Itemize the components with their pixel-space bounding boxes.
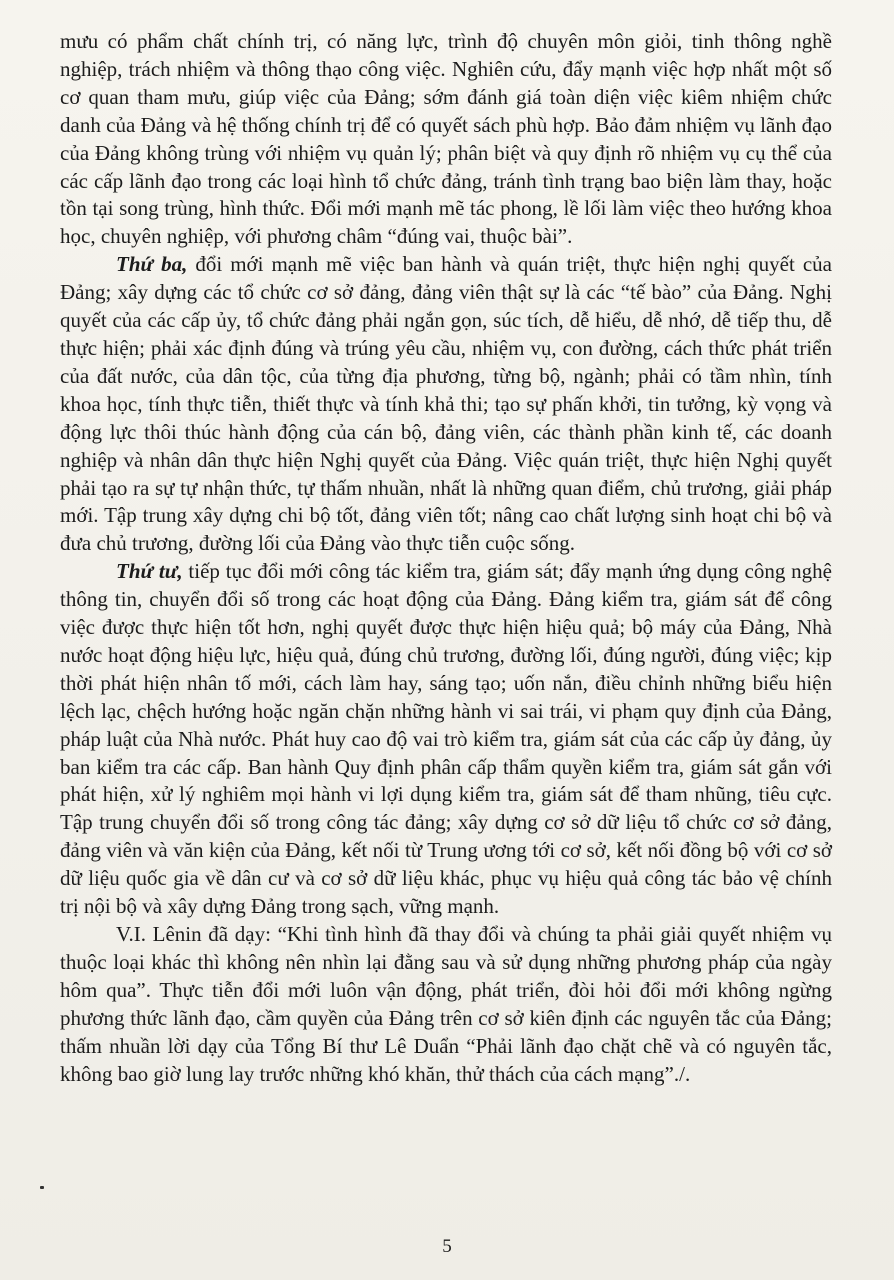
page-number: 5 (442, 1236, 452, 1257)
paragraph-text: V.I. Lênin đã dạy: “Khi tình hình đã thay đổi và chúng ta phải giải quyết nhiệm vụ thuộc loại khác thì không nên nhìn lại đằng sau và sử dụng những phương pháp của ngày hôm qua”. Thực tiễn đổi mới luôn vận động, phát triển, đòi hỏi đổi mới không ngừng phương thức lãnh đạo, cầm quyền của Đảng trên cơ sở kiên định các nguyên tắc của Đảng; thấm nhuần lời dạy của Tổng Bí thư Lê Duẩn “Phải lãnh đạo chặt chẽ và có nguyên tắc, không bao giờ lung lay trước những khó khăn, thử thách của cách mạng”./. (60, 922, 832, 1086)
body-text (60, 28, 832, 1088)
stray-ink-mark (40, 1186, 44, 1189)
paragraph-continuation (60, 28, 832, 251)
paragraph-lenin-quote (60, 921, 832, 1088)
paragraph-thu-tu (60, 558, 832, 921)
paragraph-lead: Thứ ba, (116, 252, 188, 277)
paragraph-lead: Thứ tư, (116, 559, 183, 584)
paragraph-text: tiếp tục đổi mới công tác kiểm tra, giám sát; đẩy mạnh ứng dụng công nghệ thông tin, chuyển đổi số trong các hoạt động của Đảng. Đảng kiểm tra, giám sát để công việc được thực hiện tốt hơn, nghị quyết được thực hiện hiệu quả; bộ máy của Đảng, Nhà nước hoạt động hiệu lực, hiệu quả, đúng chủ trương, đường lối, đúng người, đúng việc; kịp thời phát hiện nhân tố mới, cách làm hay, sáng tạo; uốn nắn, điều chỉnh những biểu hiện lệch lạc, chệch hướng hoặc ngăn chặn những hành vi sai trái, vi phạm quy định của Đảng, pháp luật của Nhà nước. Phát huy cao độ vai trò kiểm tra, giám sát của các cấp ủy đảng, ủy ban kiểm tra các cấp. Ban hành Quy định phân cấp thẩm quyền kiểm tra, giám sát gắn với phát hiện, xử lý nghiêm mọi hành vi lợi dụng kiểm tra, giám sát để tham nhũng, tiêu cực. Tập trung chuyển đổi số trong công tác đảng; xây dựng cơ sở dữ liệu tổ chức cơ sở đảng, đảng viên và văn kiện của Đảng, kết nối từ Trung ương tới cơ sở, kết nối đồng bộ với cơ sở dữ liệu quốc gia về dân cư và cơ sở dữ liệu khác, phục vụ hiệu quả công tác bảo vệ chính trị nội bộ và xây dựng Đảng trong sạch, vững mạnh. (60, 559, 832, 919)
paragraph-text: đổi mới mạnh mẽ việc ban hành và quán triệt, thực hiện nghị quyết của Đảng; xây dựng các tổ chức cơ sở đảng, đảng viên thật sự là các “tế bào” của Đảng. Nghị quyết của các cấp ủy, tổ chức đảng phải ngắn gọn, súc tích, dễ hiểu, dễ nhớ, dễ tiếp thu, dễ thực hiện; phải xác định đúng và trúng yêu cầu, nhiệm vụ, con đường, cách thức phát triển của đất nước, của dân tộc, của từng địa phương, từng bộ, ngành; phải có tầm nhìn, tính khoa học, tính thực tiễn, thiết thực và tính khả thi; tạo sự phấn khởi, tin tưởng, kỳ vọng và động lực thôi thúc hành động của cán bộ, đảng viên, các thành phần kinh tế, các doanh nghiệp và nhân dân thực hiện Nghị quyết của Đảng. Việc quán triệt, thực hiện Nghị quyết phải tạo ra sự tự nhận thức, tự thấm nhuần, nhất là những quan điểm, chủ trương, giải pháp mới. Tập trung xây dựng chi bộ tốt, đảng viên tốt; nâng cao chất lượng sinh hoạt chi bộ và đưa chủ trương, đường lối của Đảng vào thực tiễn cuộc sống. (60, 252, 832, 556)
paragraph-text: mưu có phẩm chất chính trị, có năng lực, trình độ chuyên môn giỏi, tinh thông nghề nghiệp, trách nhiệm và thông thạo công việc. Nghiên cứu, đẩy mạnh việc hợp nhất một số cơ quan tham mưu, giúp việc của Đảng; sớm đánh giá toàn diện việc kiêm nhiệm chức danh của Đảng và hệ thống chính trị để có quyết sách phù hợp. Bảo đảm nhiệm vụ lãnh đạo của Đảng không trùng với nhiệm vụ quản lý; phân biệt và quy định rõ nhiệm vụ cụ thể của các cấp lãnh đạo trong các loại hình tổ chức đảng, tránh tình trạng bao biện làm thay, hoặc tồn tại song trùng, hình thức. Đổi mới mạnh mẽ tác phong, lề lối làm việc theo hướng khoa học, chuyên nghiệp, với phương châm “đúng vai, thuộc bài”. (60, 29, 832, 249)
paragraph-thu-ba (60, 251, 832, 558)
